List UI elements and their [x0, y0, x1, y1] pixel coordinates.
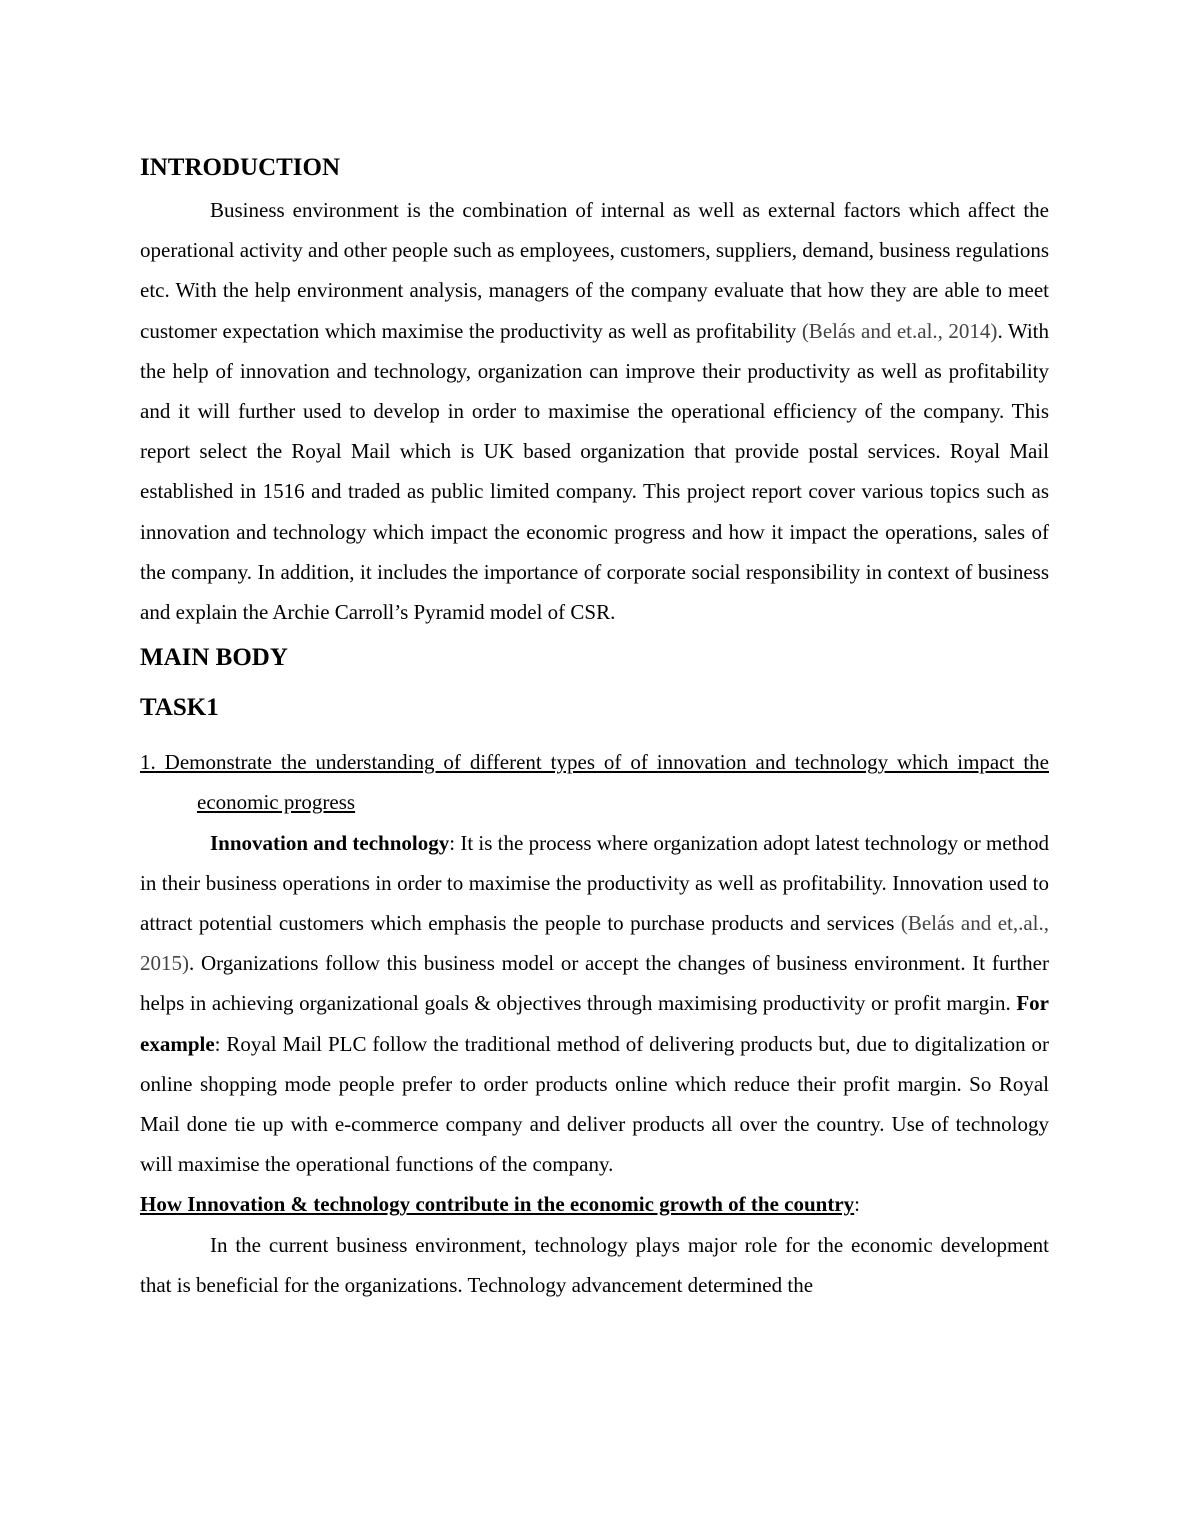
innovation-text-c: : Royal Mail PLC follow the traditional method of delivering products but, due to digitalization or online shopping mode people prefer to order products online which reduce their profit margin. So Royal Mail done tie up with e-commerce company and deliver products all over the country. Use of technology will maximise the operational functions of the company.: [140, 1031, 1049, 1177]
document-page: [140, 150, 1049, 1305]
introduction-text-a: Business environment is the combination of internal as well as external factors which affect the operational activity and other people such as employees, customers, suppliers, demand, business regulations etc. With the help environment analysis, managers of the company evaluate that how they are able to meet customer expectation which maximise the productivity as well as profitability: [140, 198, 1049, 343]
innovation-paragraph: [140, 823, 1049, 1185]
subheading-text: How Innovation & technology contribute in the economic growth of the country: [140, 1192, 855, 1217]
innovation-term: Innovation and technology: [210, 830, 450, 855]
citation: (Belás and et,.al., 2015): [140, 911, 1050, 976]
subheading-colon: :: [854, 1192, 861, 1217]
introduction-heading: INTRODUCTION: [140, 154, 341, 181]
task1-heading: TASK1: [140, 694, 219, 722]
main-body-heading: MAIN BODY: [140, 644, 288, 672]
innovation-text-a: : It is the process where organization adopt latest technology or method in their business operations in order to maximise the productivity as well as profitability. Innovation used to attract potential customers which emphasis the people to purchase products and services: [140, 830, 1049, 936]
technology-paragraph: In the current business environment, technology plays major role for the economic development that is beneficial for the organizations. Technology advancement determined the: [140, 1232, 1049, 1297]
citation: (Belás and et.al., 2014): [801, 318, 998, 343]
introduction-text-b: . With the help of innovation and technology, organization can improve their productivity as well as profitability and it will further used to develop in order to maximise the operational efficiency of the company. This report select the Royal Mail which is UK based organization that provide postal services. Royal Mail established in 1516 and traded as public limited company. This project report cover various topics such as innovation and technology which impact the economic progress and how it impact the operations, sales of the company. In addition, it includes the importance of corporate social responsibility in context of business and explain the Archie Carroll’s Pyramid model of CSR.: [140, 318, 1049, 625]
innovation-text-b: . Organizations follow this business model or accept the changes of business environment. It further helps in achieving organizational goals & objectives through maximising productivity or profit margin.: [140, 951, 1049, 1016]
introduction-paragraph: [140, 190, 1049, 632]
example-label: For example: [140, 991, 1049, 1056]
economic-growth-subheading: [140, 1184, 1049, 1224]
question-heading: 1. Demonstrate the understanding of different types of of innovation and technology which impact the economic progress: [140, 750, 1049, 815]
